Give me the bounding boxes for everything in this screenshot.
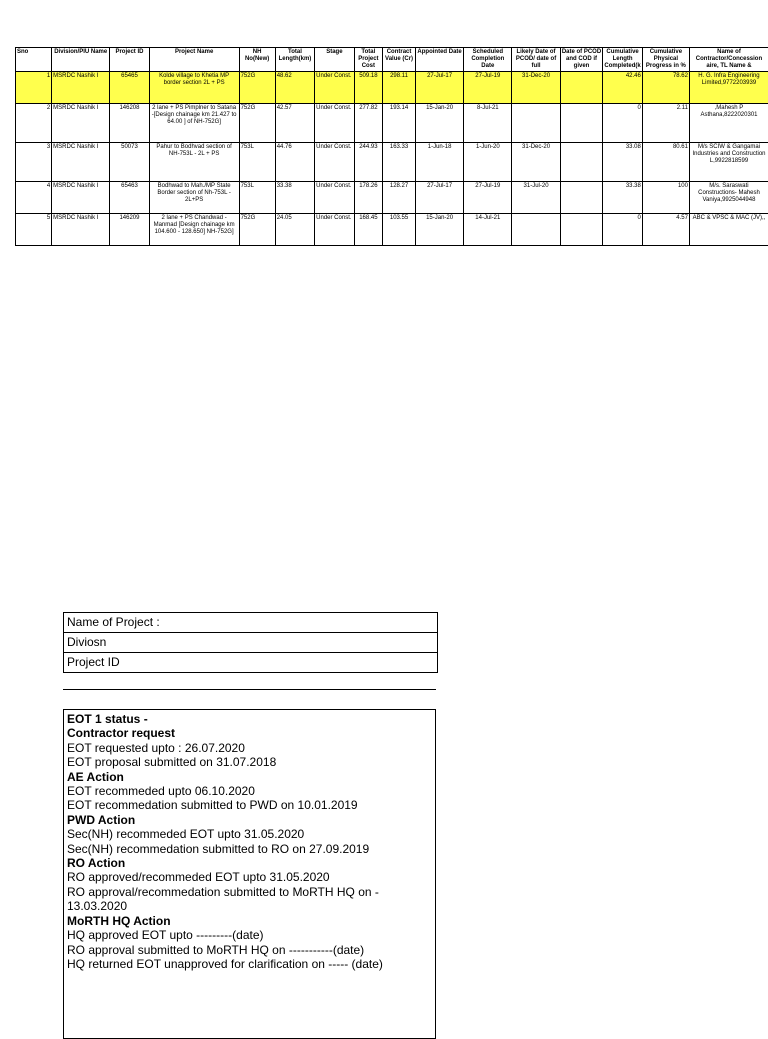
eot-section-heading: Contractor request — [67, 726, 432, 740]
cell-sno: 2 — [16, 104, 52, 143]
cell-contractor: M/s SCIW & Gangamai Industries and Construction L,9922818599 — [689, 143, 768, 182]
eot-status-line: RO approval submitted to MoRTH HQ on -----------(date) — [67, 943, 432, 957]
eot-status-line: Sec(NH) recommedation submitted to RO on 27.09.2019 — [67, 842, 432, 856]
cell-name: 2 lane + PS Chandwad - Manmad [Design chainage km 104.600 - 128.650] NH-752G] — [149, 214, 239, 246]
eot-section-heading: MoRTH HQ Action — [67, 914, 432, 928]
project-name-label: Name of Project : — [64, 613, 437, 633]
project-id-label: Project ID — [64, 653, 437, 673]
eot-status-box — [63, 709, 436, 1039]
cell-cost: 168.45 — [354, 214, 382, 246]
cell-likely: 31-Jul-20 — [512, 182, 560, 214]
cell-stage: Under Const. — [315, 143, 354, 182]
cell-progress: 2.11 — [642, 104, 689, 143]
table-header-cell: Sno — [16, 48, 52, 72]
cell-sno: 5 — [16, 214, 52, 246]
cell-stage: Under Const. — [315, 104, 354, 143]
cell-progress: 78.62 — [642, 72, 689, 104]
cell-sno: 1 — [16, 72, 52, 104]
cell-scheduled: 27-Jul-19 — [464, 72, 512, 104]
table-row — [16, 214, 768, 246]
table-header-row — [16, 48, 768, 72]
table-header-cell: Contract Value (Cr) — [383, 48, 416, 72]
cell-division: MSRDC Nashik I — [52, 182, 110, 214]
cell-nh: 752G — [239, 72, 275, 104]
cell-cum-len: 33.08 — [603, 143, 642, 182]
table-row — [16, 143, 768, 182]
projects-table — [15, 47, 768, 246]
cell-contractor: ,Mahesh P Asthana,8222020301 — [689, 104, 768, 143]
table-header-cell: NH No(New) — [239, 48, 275, 72]
table-row — [16, 104, 768, 143]
cell-progress: 100 — [642, 182, 689, 214]
cell-cost: 244.93 — [354, 143, 382, 182]
cell-appointed: 1-Jun-18 — [415, 143, 463, 182]
cell-division: MSRDC Nashik I — [52, 143, 110, 182]
cell-length: 48.62 — [275, 72, 314, 104]
cell-pcod — [560, 143, 603, 182]
eot-status-line: RO approval/recommedation submitted to MoRTH HQ on - 13.03.2020 — [67, 885, 432, 914]
cell-name: Bodhwad to Mah./MP State Border section of Nh-753L - 2L+PS — [149, 182, 239, 214]
table-header-cell: Cumulative Physical Progress in % — [642, 48, 689, 72]
cell-length: 33.38 — [275, 182, 314, 214]
cell-length: 24.05 — [275, 214, 314, 246]
cell-division: MSRDC Nashik I — [52, 214, 110, 246]
eot-section-heading: RO Action — [67, 856, 432, 870]
eot-section-heading: AE Action — [67, 770, 432, 784]
cell-pcod — [560, 182, 603, 214]
cell-likely: 31-Dec-20 — [512, 143, 560, 182]
table-header-cell: Cumulative Length Completed(k — [603, 48, 642, 72]
eot-status-line: HQ approved EOT upto ---------(date) — [67, 928, 432, 942]
cell-cum-len: 33.38 — [603, 182, 642, 214]
cell-progress: 80.61 — [642, 143, 689, 182]
eot-status-line: EOT recommeded upto 06.10.2020 — [67, 784, 432, 798]
cell-contractor: H. G. Infra Engineering Limited,9772203939 — [689, 72, 768, 104]
cell-pid: 146209 — [110, 214, 149, 246]
cell-cum-len: 0 — [603, 214, 642, 246]
table-row — [16, 72, 768, 104]
table-header-cell: Division/PIU Name — [52, 48, 110, 72]
cell-appointed: 27-Jul-17 — [415, 72, 463, 104]
cell-name: 2 lane + PS Pimplner to Satana -[Design chainage km 21.427 to 64.00 ] of NH-752G] — [149, 104, 239, 143]
cell-appointed: 15-Jan-20 — [415, 214, 463, 246]
table-header-cell: Project Name — [149, 48, 239, 72]
cell-pid: 50073 — [110, 143, 149, 182]
cell-contractor: ABC & VPSC & MAC (JV),, — [689, 214, 768, 246]
table-header-cell: Scheduled Completion Date — [464, 48, 512, 72]
table-header-cell: Name of Contractor/Concession aire, TL Name & — [689, 48, 768, 72]
division-label: Diviosn — [64, 633, 437, 653]
cell-cum-len: 42.46 — [603, 72, 642, 104]
cell-pcod — [560, 72, 603, 104]
eot-status-line: EOT recommedation submitted to PWD on 10.01.2019 — [67, 798, 432, 812]
cell-nh: 752G — [239, 214, 275, 246]
table-header-cell: Likely Date of PCOD/ date of full — [512, 48, 560, 72]
cell-likely — [512, 214, 560, 246]
cell-scheduled: 27-Jul-19 — [464, 182, 512, 214]
cell-division: MSRDC Nashik I — [52, 104, 110, 143]
cell-length: 42.57 — [275, 104, 314, 143]
cell-likely: 31-Dec-20 — [512, 72, 560, 104]
eot-status-line: EOT proposal submitted on 31.07.2018 — [67, 755, 432, 769]
cell-appointed: 15-Jan-20 — [415, 104, 463, 143]
eot-status-line: EOT requested upto : 26.07.2020 — [67, 741, 432, 755]
blank-field-line — [63, 689, 436, 690]
eot-section-heading: EOT 1 status - — [67, 712, 432, 726]
eot-status-line: RO approved/recommeded EOT upto 31.05.2020 — [67, 870, 432, 884]
cell-pid: 65463 — [110, 182, 149, 214]
table-header-cell: Appointed Date — [415, 48, 463, 72]
table-header-cell: Total Length(km) — [275, 48, 314, 72]
cell-nh: 752G — [239, 104, 275, 143]
cell-name: Kolde village to Khetia MP border section 2L + PS — [149, 72, 239, 104]
project-info-form — [63, 612, 438, 673]
cell-cost: 178.26 — [354, 182, 382, 214]
cell-contract: 193.14 — [383, 104, 416, 143]
cell-length: 44.76 — [275, 143, 314, 182]
cell-scheduled: 8-Jul-21 — [464, 104, 512, 143]
cell-contract: 103.55 — [383, 214, 416, 246]
eot-status-line: Sec(NH) recommeded EOT upto 31.05.2020 — [67, 827, 432, 841]
cell-cost: 509.18 — [354, 72, 382, 104]
cell-nh: 753L — [239, 182, 275, 214]
cell-contractor: M/s. Saraswati Constructions- Mahesh Vaniya,9925044948 — [689, 182, 768, 214]
cell-stage: Under Const. — [315, 214, 354, 246]
cell-stage: Under Const. — [315, 182, 354, 214]
eot-status-line: HQ returned EOT unapproved for clarification on ----- (date) — [67, 957, 432, 971]
cell-pid: 146208 — [110, 104, 149, 143]
cell-stage: Under Const. — [315, 72, 354, 104]
cell-pcod — [560, 214, 603, 246]
cell-nh: 753L — [239, 143, 275, 182]
cell-appointed: 27-Jul-17 — [415, 182, 463, 214]
cell-pcod — [560, 104, 603, 143]
cell-name: Pahur to Bodhvad section of NH-753L - 2L + PS — [149, 143, 239, 182]
cell-progress: 4.57 — [642, 214, 689, 246]
cell-cost: 277.82 — [354, 104, 382, 143]
cell-cum-len: 0 — [603, 104, 642, 143]
table-header-cell: Total Project Cost — [354, 48, 382, 72]
eot-section-heading: PWD Action — [67, 813, 432, 827]
cell-scheduled: 1-Jun-20 — [464, 143, 512, 182]
cell-contract: 128.27 — [383, 182, 416, 214]
table-header-cell: Date of PCOD and COD if given — [560, 48, 603, 72]
cell-sno: 3 — [16, 143, 52, 182]
table-header-cell: Stage — [315, 48, 354, 72]
cell-contract: 163.33 — [383, 143, 416, 182]
cell-scheduled: 14-Jul-21 — [464, 214, 512, 246]
cell-sno: 4 — [16, 182, 52, 214]
table-row — [16, 182, 768, 214]
cell-division: MSRDC Nashik I — [52, 72, 110, 104]
cell-likely — [512, 104, 560, 143]
cell-pid: 65465 — [110, 72, 149, 104]
table-header-cell: Project ID — [110, 48, 149, 72]
cell-contract: 298.11 — [383, 72, 416, 104]
